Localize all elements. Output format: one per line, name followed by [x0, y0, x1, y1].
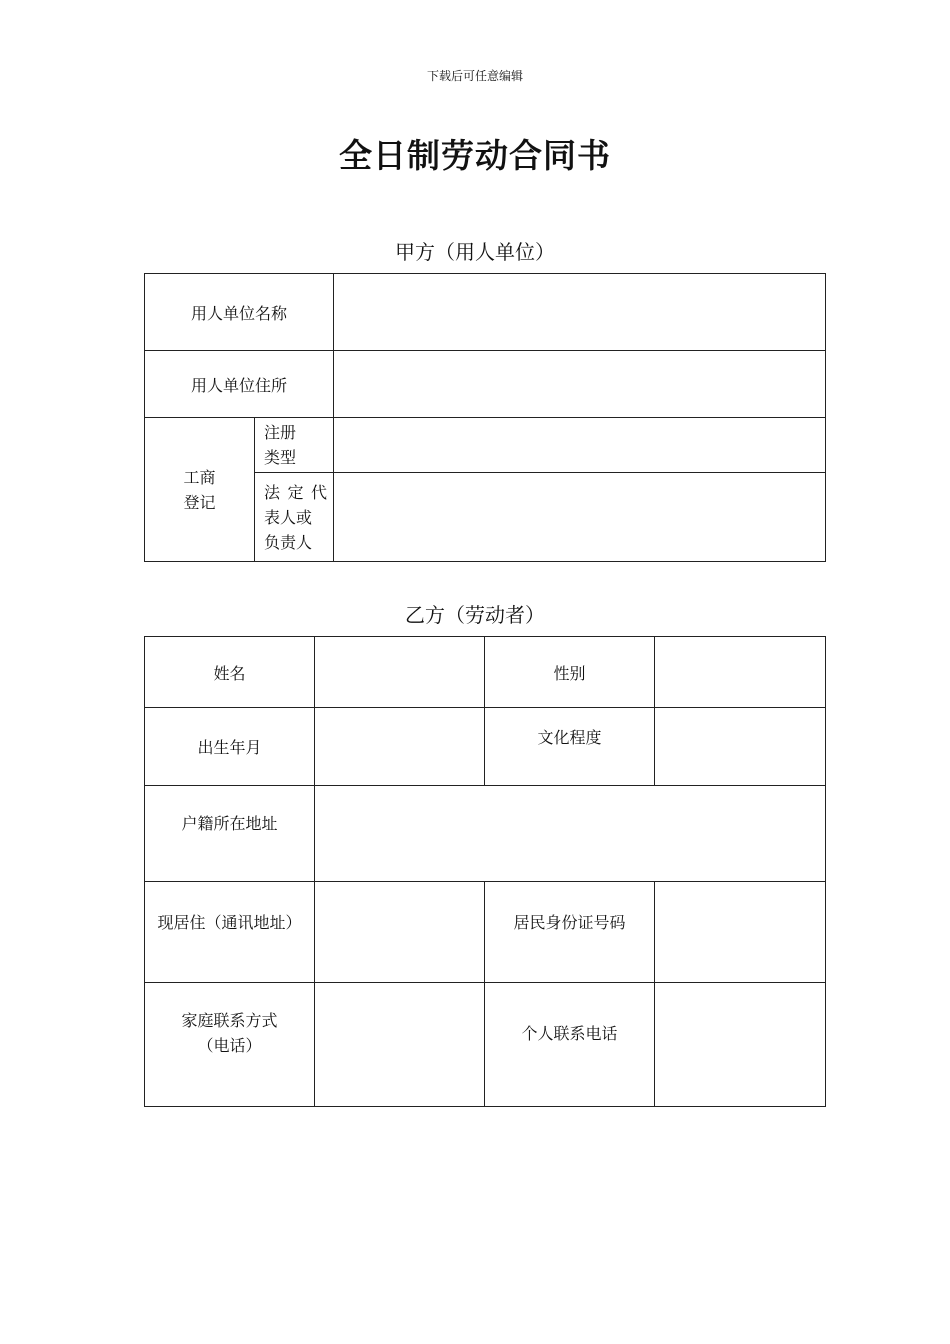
name-label: 姓名	[145, 637, 315, 708]
birth-date-label: 出生年月	[145, 708, 315, 786]
registration-type-label-line1: 注册	[264, 423, 297, 442]
id-number-label: 居民身份证号码	[485, 882, 655, 983]
header-note: 下载后可任意编辑	[426, 69, 523, 83]
business-registration-label	[145, 418, 255, 562]
personal-phone-field[interactable]	[655, 983, 826, 1107]
business-registration-label-line2: 登记	[183, 492, 216, 512]
education-field[interactable]	[655, 708, 826, 786]
company-address-field[interactable]	[334, 351, 826, 418]
table-row	[145, 708, 826, 786]
party-a-section-title: 甲方（用人单位）	[395, 240, 555, 264]
table-row	[145, 351, 826, 418]
registration-type-label-line2: 类型	[264, 448, 297, 467]
legal-representative-label-line3: 负责人	[264, 532, 313, 552]
company-name-label: 用人单位名称	[145, 274, 334, 351]
party-a-table	[144, 273, 826, 562]
legal-representative-label-line2: 表人或	[264, 507, 313, 527]
legal-representative-field[interactable]	[334, 473, 826, 562]
company-name-field[interactable]	[334, 274, 826, 351]
company-address-label: 用人单位住所	[145, 351, 334, 418]
table-row	[145, 882, 826, 983]
business-registration-label-line1: 工商	[183, 467, 216, 487]
birth-date-field[interactable]	[315, 708, 485, 786]
table-row	[145, 418, 826, 473]
family-contact-label	[145, 983, 315, 1107]
name-field[interactable]	[315, 637, 485, 708]
current-address-label: 现居住（通讯地址）	[145, 882, 315, 983]
legal-representative-label	[255, 473, 334, 562]
household-address-label: 户籍所在地址	[145, 786, 315, 882]
current-address-field[interactable]	[315, 882, 485, 983]
legal-representative-label-line1: 法 定 代	[264, 482, 328, 502]
personal-phone-label: 个人联系电话	[485, 983, 655, 1107]
document-title: 全日制劳动合同书	[339, 136, 611, 175]
gender-label: 性别	[485, 637, 655, 708]
party-b-table	[144, 636, 826, 1107]
education-label: 文化程度	[485, 708, 655, 786]
gender-field[interactable]	[655, 637, 826, 708]
id-number-field[interactable]	[655, 882, 826, 983]
table-row	[145, 637, 826, 708]
household-address-field[interactable]	[315, 786, 826, 882]
table-row	[145, 786, 826, 882]
family-contact-field[interactable]	[315, 983, 485, 1107]
family-contact-label-line1: 家庭联系方式	[181, 1011, 278, 1030]
registration-type-field[interactable]	[334, 418, 826, 473]
registration-type-label	[255, 418, 334, 473]
table-row	[145, 274, 826, 351]
family-contact-label-line2: （电话）	[197, 1036, 262, 1055]
party-b-section-title: 乙方（劳动者）	[405, 603, 545, 627]
table-row	[145, 983, 826, 1107]
